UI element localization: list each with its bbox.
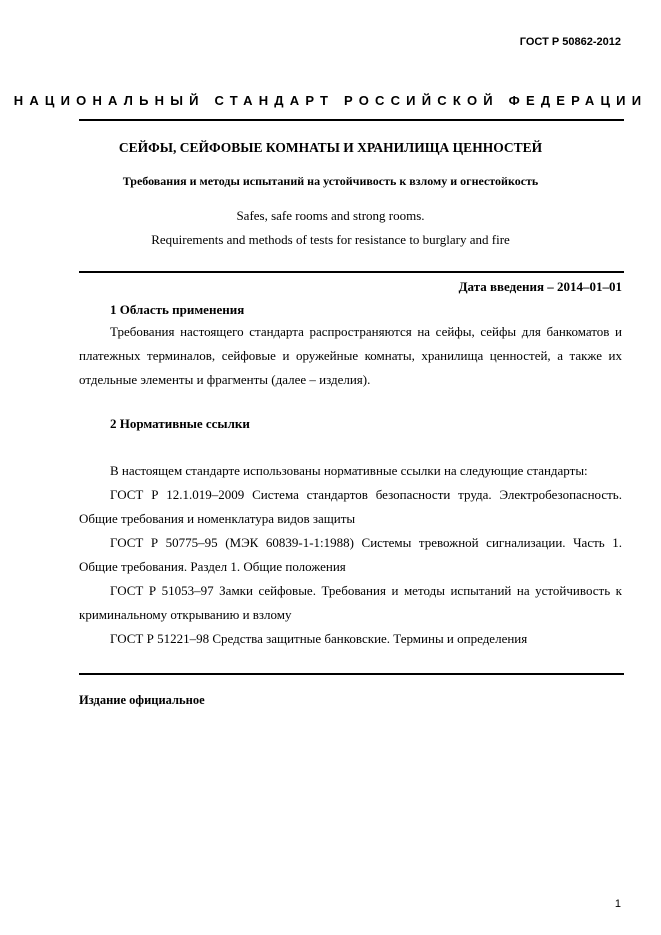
document-code: ГОСТ Р 50862-2012: [519, 36, 621, 48]
introduction-date: Дата введения – 2014–01–01: [458, 279, 622, 294]
document-title: СЕЙФЫ, СЕЙФОВЫЕ КОМНАТЫ И ХРАНИЛИЩА ЦЕННОСТЕЙ: [118, 140, 543, 155]
english-title-line-2: Requirements and methods of tests for resistance to burglary and fire: [151, 232, 510, 247]
national-standard-heading: НАЦИОНАЛЬНЫЙ СТАНДАРТ РОССИЙСКОЙ ФЕДЕРАЦИИ: [13, 93, 648, 108]
section-1-heading: 1 Область применения: [110, 302, 245, 317]
official-edition-label: Издание официальное: [79, 693, 205, 707]
english-title-line-1: Safes, safe rooms and strong rooms.: [236, 208, 425, 223]
reference-item: ГОСТ Р 50775–95 (МЭК 60839-1-1:1988) Системы тревожной сигнализации. Часть 1. Общие требования. Раздел 1. Общие положения: [79, 535, 622, 574]
section-2-heading: 2 Нормативные ссылки: [110, 416, 250, 431]
page-number: 1: [614, 898, 621, 910]
section-1-text: Требования настоящего стандарта распространяются на сейфы, сейфы для банкоматов и платежных терминалов, сейфовые и оружейные комнаты, хранилища ценностей, а также их отдельные элементы и фрагменты (далее – изделия).: [79, 324, 622, 387]
footer-divider: [79, 673, 624, 675]
document-subtitle: Требования и методы испытаний на устойчивость к взлому и огнестойкость: [122, 174, 539, 188]
reference-item: ГОСТ Р 51221–98 Средства защитные банковские. Термины и определения: [110, 631, 528, 646]
section-2-intro: В настоящем стандарте использованы нормативные ссылки на следующие стандарты:: [110, 463, 588, 478]
header-divider: [79, 119, 624, 121]
title-divider: [79, 271, 624, 273]
reference-item: ГОСТ Р 51053–97 Замки сейфовые. Требования и методы испытаний на устойчивость к криминальному открыванию и взлому: [79, 583, 622, 622]
reference-item: ГОСТ Р 12.1.019–2009 Система стандартов безопасности труда. Электробезопасность. Общие требования и номенклатура видов защиты: [79, 487, 622, 526]
